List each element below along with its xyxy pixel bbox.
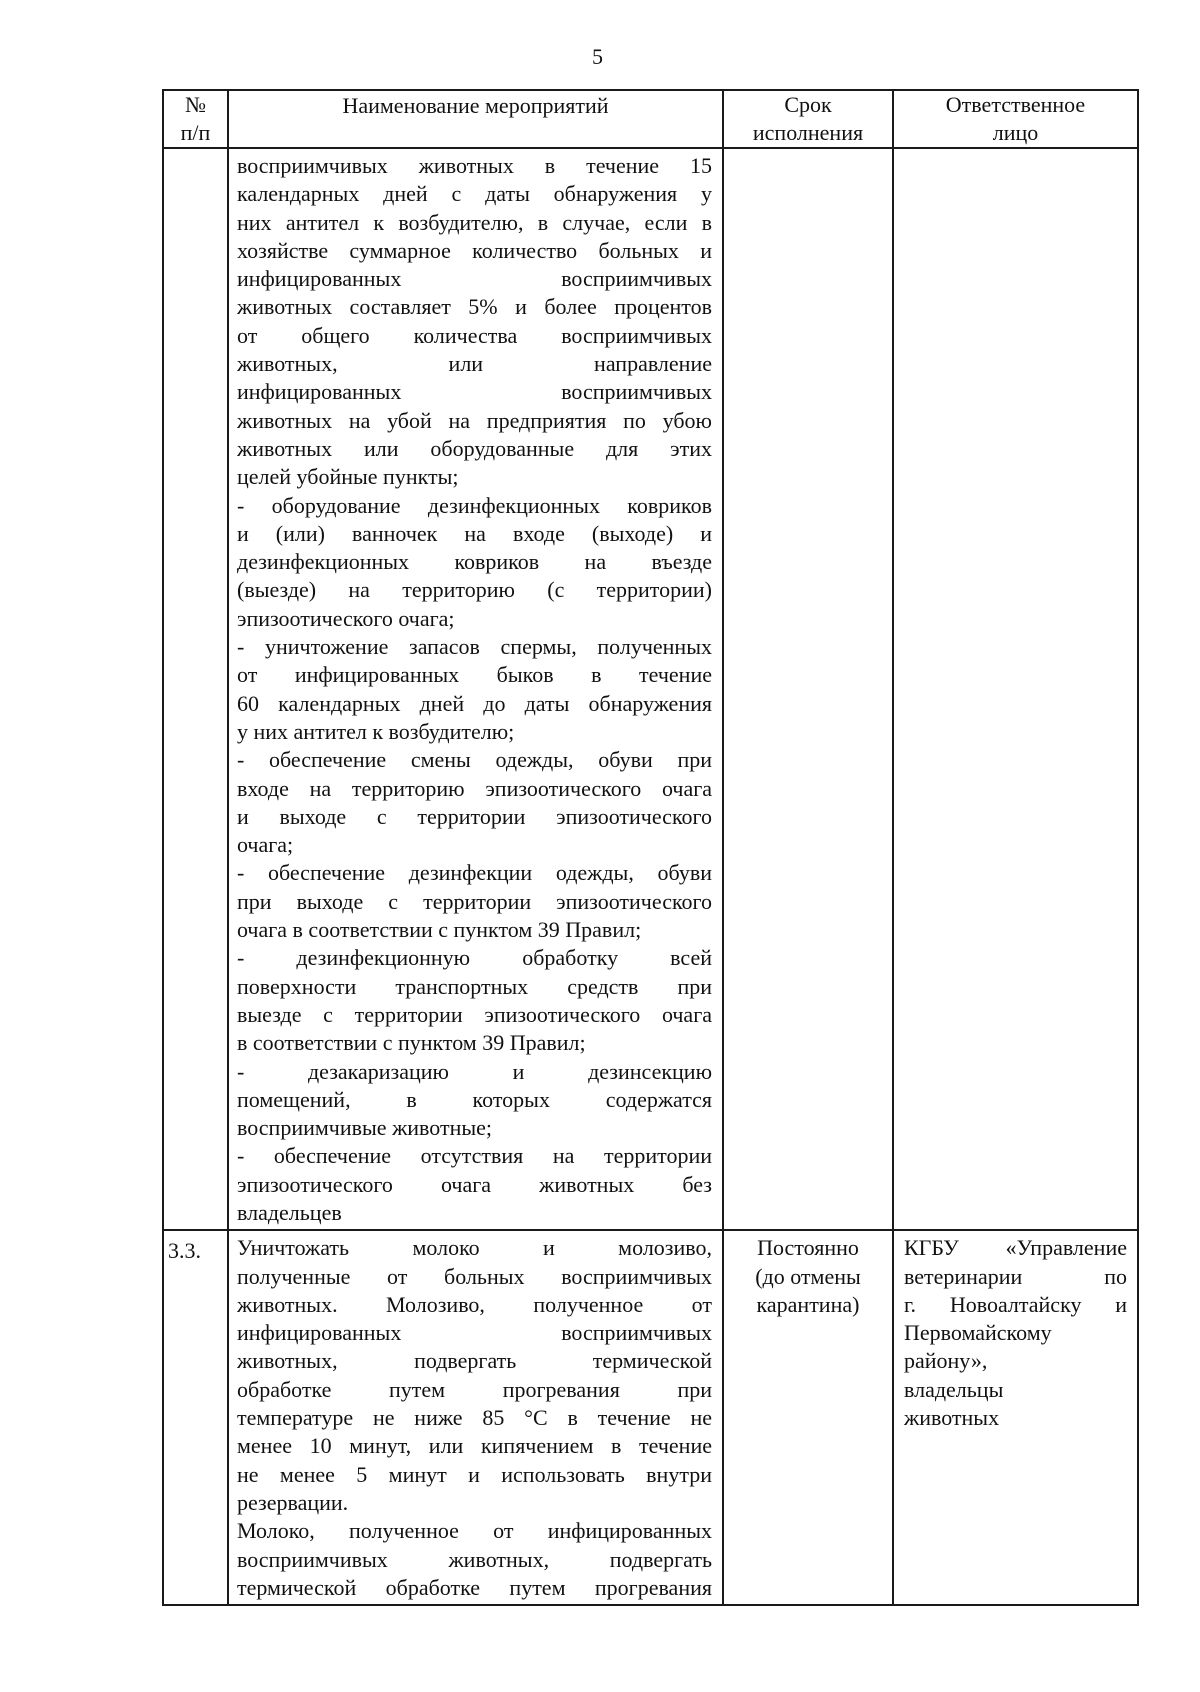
row-number-cell: 3.3. xyxy=(163,1230,228,1605)
activity-text-line: менее 10 минут, или кипячением в течение xyxy=(237,1433,712,1459)
activity-text-line: Уничтожать молоко и молозиво, xyxy=(237,1235,712,1261)
responsible-cell xyxy=(893,148,1138,1230)
activity-text-line: целей убойные пункты; xyxy=(237,464,459,490)
activity-text-line: инфицированных восприимчивых xyxy=(237,379,712,405)
activity-text-line: в соответствии с пунктом 39 Правил; xyxy=(237,1030,586,1056)
row-number-cell xyxy=(163,148,228,1230)
activity-text-line: температуре не ниже 85 °С в течение не xyxy=(237,1405,712,1431)
activity-text-line: инфицированных восприимчивых xyxy=(237,1320,712,1346)
term-text-line: Постоянно xyxy=(757,1235,859,1261)
activity-text-line: животных, подвергать термической xyxy=(237,1348,712,1374)
activity-text-line: дезинфекционных ковриков на въезде xyxy=(237,549,712,575)
header-term-line2: исполнения xyxy=(752,120,864,145)
activity-text-line: при выходе с территории эпизоотического xyxy=(237,888,712,914)
activity-text-line: животных. Молозиво, полученное от xyxy=(237,1291,712,1317)
responsible-text-line: КГБУ «Управление xyxy=(904,1235,1127,1261)
activity-text-line: календарных дней с даты обнаружения у xyxy=(237,181,712,207)
header-responsible-line1: Ответственное xyxy=(945,92,1086,117)
activity-text-line: поверхности транспортных средств при xyxy=(237,973,712,999)
activity-text-line: очага; xyxy=(237,832,294,858)
term-text-line: карантина) xyxy=(756,1291,860,1317)
activity-text-line: обработке путем прогревания при xyxy=(237,1376,712,1402)
header-responsible-line2: лицо xyxy=(992,120,1039,145)
activity-text-line: у них антител к возбудителю; xyxy=(237,718,515,744)
activity-text-line: животных, или направление xyxy=(237,351,712,377)
header-number-line1: № xyxy=(185,92,206,117)
header-responsible xyxy=(893,90,1138,148)
activity-text-line: животных или оборудованные для этих xyxy=(237,435,712,461)
page-number: 5 xyxy=(592,44,603,69)
activity-text-line: - оборудование дезинфекционных ковриков xyxy=(237,492,712,518)
activity-text-line: - дезинфекционную обработку всей xyxy=(237,945,712,971)
activity-text-line: выезде с территории эпизоотического очага xyxy=(237,1001,712,1027)
activity-text-line: инфицированных восприимчивых xyxy=(237,266,712,292)
activities-table xyxy=(162,89,1139,1606)
term-cell xyxy=(723,1230,893,1605)
header-name-text: Наименование мероприятий xyxy=(342,93,609,118)
activity-text-line: (выезде) на территорию (с территории) xyxy=(237,577,712,603)
responsible-cell xyxy=(893,1230,1138,1605)
header-name xyxy=(228,90,723,148)
activity-text-line: животных составляет 5% и более процентов xyxy=(237,294,712,320)
header-number xyxy=(163,90,228,148)
activity-text-line: помещений, в которых содержатся xyxy=(237,1086,712,1112)
term-text-line: (до отмены xyxy=(755,1263,861,1289)
activity-text-line: 60 календарных дней до даты обнаружения xyxy=(237,690,712,716)
activity-text-line: эпизоотического очага; xyxy=(237,605,455,631)
activity-text-line: животных на убой на предприятия по убою xyxy=(237,407,712,433)
activity-text-line: очага в соответствии с пунктом 39 Правил; xyxy=(237,917,642,943)
activity-text-line: хозяйстве суммарное количество больных и xyxy=(237,237,712,263)
activity-text-line: от общего количества восприимчивых xyxy=(237,322,712,348)
activity-text-line: - обеспечение смены одежды, обуви при xyxy=(237,747,712,773)
activity-text-line: термической обработке путем прогревания xyxy=(237,1574,712,1600)
activity-text-line: владельцев xyxy=(237,1199,342,1225)
activity-text-line: полученные от больных восприимчивых xyxy=(237,1263,712,1289)
responsible-text-line: г. Новоалтайску и xyxy=(904,1291,1127,1317)
responsible-text-line: Первомайскому xyxy=(904,1320,1052,1346)
table-row xyxy=(163,1230,1138,1605)
activity-text-line: не менее 5 минут и использовать внутри xyxy=(237,1461,712,1487)
term-cell xyxy=(723,148,893,1230)
activity-text-line: восприимчивых животных в течение 15 xyxy=(237,153,712,178)
header-term-line1: Срок xyxy=(784,92,832,117)
activity-text-line: - обеспечение дезинфекции одежды, обуви xyxy=(237,860,712,886)
responsible-text-line: владельцы xyxy=(904,1376,1004,1402)
table-header-row xyxy=(163,90,1138,148)
table-row xyxy=(163,148,1138,1230)
responsible-text-line: ветеринарии по xyxy=(904,1263,1127,1289)
activity-text-line: них антител к возбудителю, в случае, если в xyxy=(237,209,712,235)
header-number-line2: п/п xyxy=(180,120,211,145)
activity-text-line: резервации. xyxy=(237,1489,349,1515)
activity-text-line: - уничтожение запасов спермы, полученных xyxy=(237,634,712,660)
responsible-text-line: животных xyxy=(904,1405,1000,1431)
activity-text-line: восприимчивых животных, подвергать xyxy=(237,1546,712,1572)
activity-text-line: эпизоотического очага животных без xyxy=(237,1171,712,1197)
activity-name-cell xyxy=(228,1230,723,1605)
activity-text-line: и выходе с территории эпизоотического xyxy=(237,803,712,829)
activity-text-line: от инфицированных быков в течение xyxy=(237,662,712,688)
activity-text-line: - обеспечение отсутствия на территории xyxy=(237,1143,712,1169)
activity-text-line: - дезакаризацию и дезинсекцию xyxy=(237,1058,712,1084)
header-term xyxy=(723,90,893,148)
responsible-text-line: району», xyxy=(904,1348,988,1374)
activity-name-cell xyxy=(228,148,723,1230)
activity-text-line: восприимчивые животные; xyxy=(237,1115,493,1141)
activity-text-line: Молоко, полученное от инфицированных xyxy=(237,1518,712,1544)
activity-text-line: и (или) ванночек на входе (выходе) и xyxy=(237,520,712,546)
activity-text-line: входе на территорию эпизоотического очага xyxy=(237,775,712,801)
